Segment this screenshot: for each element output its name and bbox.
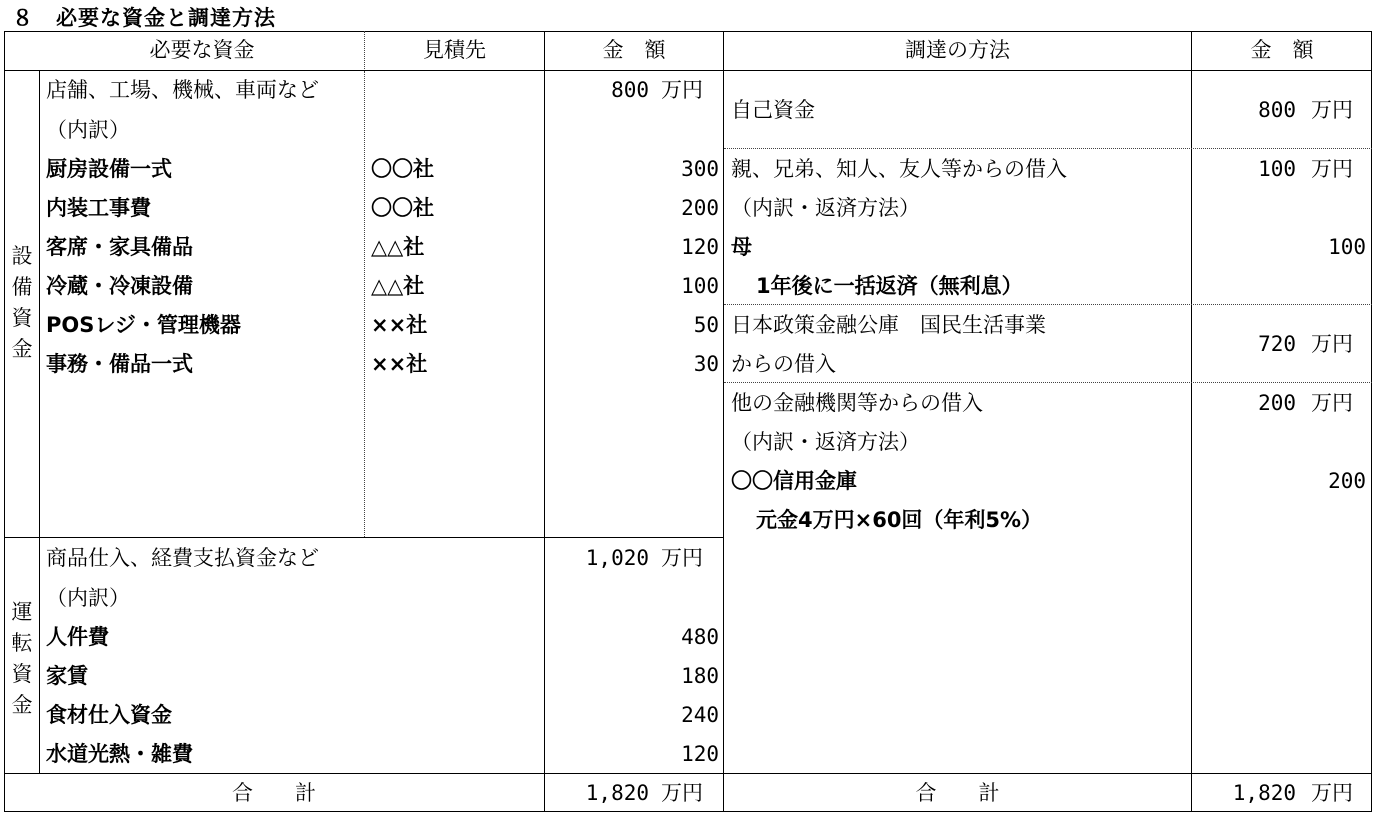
item-value: 120: [681, 235, 719, 259]
funding-divider-2: [724, 304, 1372, 305]
equipment-amount: 800: [611, 78, 649, 102]
other-loan-amount: 200: [1258, 391, 1296, 415]
jfc-loan-label-line2: からの借入: [731, 352, 836, 376]
operating-breakdown-label: （内訳）: [46, 586, 130, 610]
funding-divider-1: [724, 148, 1372, 149]
jfc-loan-unit: 万円: [1311, 332, 1353, 356]
other-loan-unit: 万円: [1311, 391, 1353, 415]
total-unit-left: 万円: [661, 781, 703, 805]
operating-side-label: [5, 597, 39, 721]
side-char: 備: [11, 275, 33, 299]
item-value: 300: [681, 157, 719, 181]
equipment-description: 店舗、工場、機械、車両など: [46, 78, 319, 102]
family-breakdown-label: （内訳・返済方法）: [731, 196, 920, 220]
side-char: 金: [11, 693, 33, 717]
family-loan-amount: 100: [1258, 157, 1296, 181]
side-char: 設: [11, 244, 33, 268]
total-label-right: 合 計: [915, 781, 1000, 805]
item-value: 50: [693, 313, 719, 337]
equipment-unit: 万円: [661, 78, 703, 102]
total-unit-right: 万円: [1311, 781, 1353, 805]
list-item: 家賃: [46, 664, 88, 688]
side-char: 転: [11, 631, 33, 655]
list-item: 食材仕入資金: [46, 703, 172, 727]
total-amount-right: 1,820: [1232, 781, 1296, 805]
item-value: 30: [693, 352, 719, 376]
own-capital-label: 自己資金: [731, 98, 815, 122]
family-lender: 母: [731, 235, 752, 259]
vendor: △△社: [371, 274, 425, 298]
header-bottom-line: [4, 70, 1372, 71]
vendor: 〇〇社: [371, 157, 434, 181]
item-value: 180: [681, 664, 719, 688]
family-loan-unit: 万円: [1311, 157, 1353, 181]
item-value: 480: [681, 625, 719, 649]
operating-amount: 1,020: [585, 546, 649, 570]
own-capital-unit: 万円: [1311, 98, 1353, 122]
operating-description: 商品仕入、経費支払資金など: [46, 546, 319, 570]
other-lender-value: 200: [1328, 469, 1366, 493]
list-item: 客席・家具備品: [46, 235, 193, 259]
list-item: POSレジ・管理機器: [46, 313, 241, 337]
vendor: ××社: [371, 313, 428, 337]
other-repayment-terms: 元金4万円×60回（年利5%）: [756, 508, 1043, 532]
side-char: 資: [11, 662, 33, 686]
other-loan-label: 他の金融機関等からの借入: [731, 391, 983, 415]
operating-unit: 万円: [661, 546, 703, 570]
jfc-loan-amount: 720: [1258, 332, 1296, 356]
item-value: 100: [681, 274, 719, 298]
total-amount-left: 1,820: [585, 781, 649, 805]
equipment-side-label: [5, 241, 39, 365]
own-capital-amount: 800: [1258, 98, 1296, 122]
equipment-breakdown-label: （内訳）: [46, 118, 130, 142]
equipment-bottom-line: [4, 537, 724, 538]
list-item: 事務・備品一式: [46, 352, 193, 376]
family-lender-value: 100: [1328, 235, 1366, 259]
header-amount-left: 金 額: [602, 38, 666, 62]
item-value: 200: [681, 196, 719, 220]
jfc-loan-label-line1: 日本政策金融公庫 国民生活事業: [731, 313, 1046, 337]
family-loan-label: 親、兄弟、知人、友人等からの借入: [731, 157, 1067, 181]
header-needed-funds: 必要な資金: [149, 38, 255, 62]
other-lender: 〇〇信用金庫: [731, 469, 857, 493]
header-estimate: 見積先: [423, 38, 486, 62]
totals-top-line: [4, 773, 1372, 774]
other-breakdown-label: （内訳・返済方法）: [731, 430, 920, 454]
vendor: 〇〇社: [371, 196, 434, 220]
estimate-col-divider: [364, 71, 365, 537]
list-item: 厨房設備一式: [46, 157, 172, 181]
header-amount-right: 金 額: [1250, 38, 1314, 62]
list-item: 水道光熱・雑費: [46, 742, 193, 766]
header-funding-method: 調達の方法: [905, 38, 1010, 62]
vendor: △△社: [371, 235, 425, 259]
funding-divider-3: [724, 382, 1372, 383]
side-char: 金: [11, 337, 33, 361]
side-char: 運: [11, 600, 33, 624]
item-value: 120: [681, 742, 719, 766]
side-label-divider: [39, 71, 40, 773]
list-item: 内装工事費: [46, 196, 151, 220]
item-value: 240: [681, 703, 719, 727]
amount-col-divider-left: [544, 31, 545, 812]
vendor: ××社: [371, 352, 428, 376]
side-char: 資: [11, 306, 33, 330]
list-item: 人件費: [46, 625, 109, 649]
family-repayment-terms: 1年後に一括返済（無利息）: [756, 274, 1023, 298]
page-title: ８ 必要な資金と調達方法: [12, 6, 276, 30]
total-label-left: 合 計: [232, 781, 316, 805]
list-item: 冷蔵・冷凍設備: [46, 274, 193, 298]
